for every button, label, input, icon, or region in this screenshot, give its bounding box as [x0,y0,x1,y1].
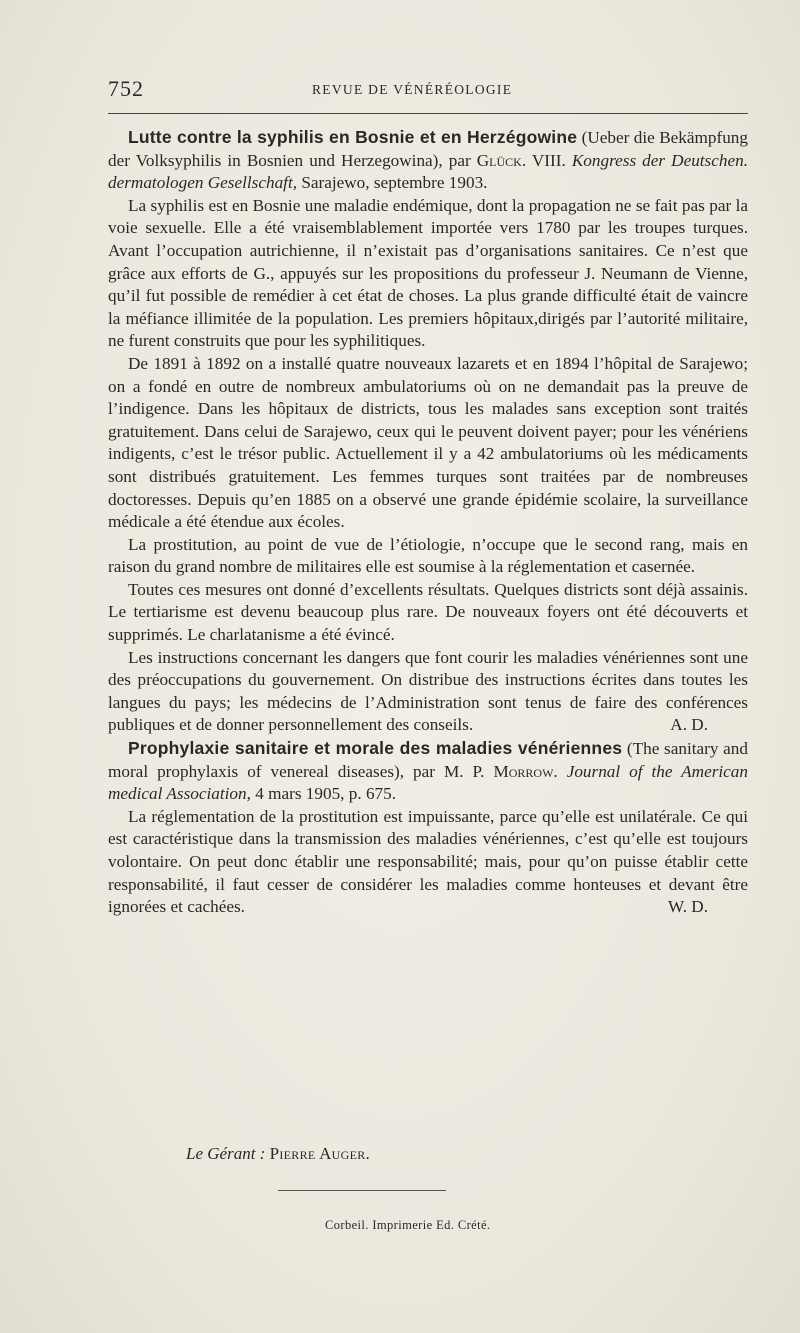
article-1-heading [108,126,748,195]
article-2-citation-b: . [553,761,567,781]
manager-line [186,1144,370,1164]
article-2-heading [108,737,748,806]
article-2-paragraph [108,806,748,919]
page-header [108,76,748,104]
running-head: REVUE DE VÉNÉRÉOLOGIE [312,82,513,97]
article-2-title: Prophylaxie sanitaire et morale des maladies vénériennes [128,738,623,759]
header-rule [108,113,748,114]
article-2-signature: W. D. [668,897,708,917]
article-1-author: Glück [476,150,522,170]
article-1-citation-a: (Ueber die Bekämpfung der Volksyphilis in Bosnien und Herzegowina), par [108,128,748,170]
article-1-citation-c: Sarajewo, septembre 1903. [297,173,488,193]
article-2-citation-a: (The sanitary and moral prophylaxis of venereal diseases), par M. P. [108,739,748,781]
page-content [108,126,748,919]
article-1-paragraph: La syphilis est en Bosnie une maladie endémique, dont la propagation ne se fait pas par la voie sexuelle. Elle a été vraisemblablement importée vers 1780 par les troupes turques. Avant l’occupation autrichienne, il n’existait pas d’organisations sanitaires. Ce n’est que grâce aux efforts de G., appuyés sur les propositions du professeur J. Neumann de Vienne, qu’il fut possible de remédier à cet état de choses. La plus grande difficulté était de vaincre la méfiance illimitée de la population. Les premiers hôpitaux,dirigés par l’autorité militaire, ne furent construits que pour les syphilitiques. [108,195,748,351]
article-1-paragraph [108,647,748,737]
article-1-title: Lutte contre la syphilis en Bosnie et en Herzégowine [128,127,578,147]
manager-name: Pierre Auger. [269,1144,371,1163]
article-2-citation-c: 4 mars 1905, p. 675. [250,784,397,804]
article-1-last-paragraph-text: Les instructions concernant les dangers que font courir les maladies vénériennes sont une des préoccupations du gouvernement. On distribue des instructions écrites dans toutes les langues du pays; les médecins de l’Administration sont tenus de faire des conférences publiques et de donner personnellement des conseils. [108,647,748,735]
article-1-paragraph: Toutes ces mesures ont donné d’excellents résultats. Quelques districts sont déjà assainis. Le tertiarisme est devenu beaucoup plus rare. De nouveaux foyers ont été découverts et supprimés. Le charlatanisme a été évincé. [108,579,748,645]
article-1-paragraph: La prostitution, au point de vue de l’étiologie, n’occupe que le second rang, mais en raison du grand nombre de militaires elle est soumise à la réglementation et casernée. [108,534,748,577]
page-number: 752 [108,76,144,101]
manager-label: Le Gérant : [186,1144,266,1163]
article-1-paragraph: De 1891 à 1892 on a installé quatre nouveaux lazarets et en 1894 l’hôpital de Sarajewo; on a fondé en outre de nombreux ambulatoriums où on ne demandait pas la preuve de l’indigence. Dans les hôpitaux de districts, tous les malades sans exception sont traités gratuitement. Dans celui de Sarajewo, ceux qui le peuvent doivent payer; pour les vénériens indigents, c’est le trésor public. Actuellement il y a 42 ambulatoriums où les médicaments sont distribués gratuitement. Les femmes turques sont traitées par de nombreuses doctoresses. Depuis qu’en 1885 on a observé une grande épidémie scolaire, la surveillance médicale a été étendue aux écoles. [108,353,748,532]
printer-imprint: Corbeil. Imprimerie Ed. Crété. [325,1218,491,1232]
article-1-journal: Kongress der Deutschen. dermatologen Gesellschaft, [108,150,748,193]
article-2-author: Morrow [493,761,554,781]
article-1-signature: A. D. [670,715,708,735]
article-1-citation-b: . VIII. [521,150,572,170]
article-2-paragraph-text: La réglementation de la prostitution est impuissante, parce qu’elle est unilatérale. Ce qui est caractéristique dans la transmission des maladies vénériennes, c’est qu’elle est toujours volontaire. On peut donc établir une responsabilité; mais, pour qu’on puisse établir cette responsabilité, il faut cesser de considérer les maladies comme honteuses et devant être ignorées et cachées. [108,806,748,917]
footer-rule [278,1190,446,1191]
article-2-journal: Journal of the American medical Association, [108,761,748,804]
